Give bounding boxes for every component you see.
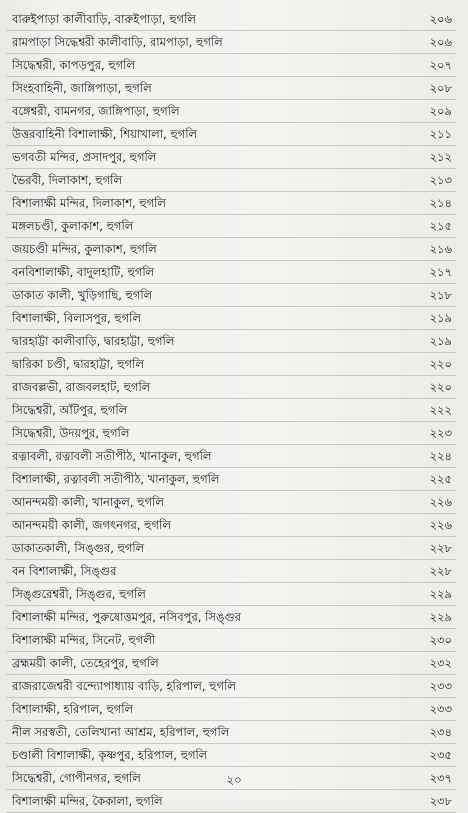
toc-entry — [6, 100, 456, 123]
toc-entry — [6, 721, 456, 744]
toc-entry-title: বারুইপাড়া কালীবাড়ি, বারুইপাড়া, হুগলি — [12, 12, 196, 26]
toc-entry — [6, 652, 456, 675]
toc-entry-page: ২১৫ — [429, 219, 452, 233]
toc-entry — [6, 675, 456, 698]
toc-entry — [6, 215, 456, 238]
toc-entry-page: ২১৯ — [429, 311, 452, 325]
toc-entry-title: দ্বারহাট্টা কালীবাড়ি, দ্বারহাট্টা, হুগলি — [12, 334, 175, 348]
toc-entry-title: সিদ্ধেশ্বরী, উদয়পুর, হুগলি — [12, 426, 130, 440]
toc-entry — [6, 744, 456, 767]
toc-entry-title: বিশালাক্ষী মন্দির, দিলাকাশ, হুগলি — [12, 196, 167, 210]
toc-entry — [6, 307, 456, 330]
toc-entry-page: ২২২ — [429, 403, 452, 417]
toc-entry-title: রত্নাবলী, রত্নাবলী সতীপীঠ, খানাকুল, হুগলি — [12, 449, 212, 463]
toc-entry-page: ২১২ — [429, 150, 452, 164]
toc-entry-page: ২১৩ — [429, 173, 452, 187]
toc-entry-page: ২২৪ — [429, 449, 452, 463]
toc-entry-page: ২০৮ — [429, 81, 452, 95]
toc-entry-page: ২২৯ — [429, 587, 452, 601]
toc-entry-title: রাজবল্লভী, রাজবলহাট, হুগলি — [12, 380, 151, 394]
toc-entry — [6, 123, 456, 146]
toc-entry — [6, 192, 456, 215]
toc-entry-title: সিংহবাহিনী, জাঙ্গিপাড়া, হুগলি — [12, 81, 152, 95]
toc-entry-page: ২২৮ — [429, 541, 452, 555]
toc-entry-page: ২৩০ — [429, 633, 452, 647]
toc-entry-title: ডাকাত কালী, খুড়িগাছি, হুগলি — [12, 288, 153, 302]
toc-entry — [6, 261, 456, 284]
toc-entry — [6, 54, 456, 77]
toc-entry-title: বিশালাক্ষী মন্দির, সিনেট, হুগলী — [12, 633, 156, 647]
toc-entry-page: ২৩৪ — [429, 725, 452, 739]
toc-entry — [6, 422, 456, 445]
toc-entry — [6, 399, 456, 422]
toc-entry-title: আনন্দময়ী কালী, জগৎনগর, হুগলি — [12, 518, 171, 532]
toc-entry-page: ২০৬ — [429, 35, 452, 49]
toc-entry — [6, 238, 456, 261]
toc-entry — [6, 8, 456, 31]
toc-entry-title: নীল সরস্বতী, তেলিখানা আশ্রম, হরিপাল, হুগলি — [12, 725, 230, 739]
toc-entry — [6, 146, 456, 169]
toc-entry — [6, 606, 456, 629]
toc-entry-title: বিশালাক্ষী, হরিপাল, হুগলি — [12, 702, 134, 716]
toc-entry — [6, 790, 456, 813]
toc-entry-title: সিদ্ধেশ্বরী, গোপীনগর, হুগলি — [12, 771, 141, 785]
toc-entry-title: ভগবতী মন্দির, প্রসাদপুর, হুগলি — [12, 150, 157, 164]
toc-entry-title: সিঙ্গুরেশ্বরী, সিঙ্গুর, হুগলি — [12, 587, 146, 601]
toc-entry-title: সিদ্ধেশ্বরী, কাপড়পুর, হুগলি — [12, 58, 136, 72]
toc-entry-page: ২২৮ — [429, 564, 452, 578]
toc-entry-title: বিশালাক্ষী, রত্নাবলী সতীপীঠ, খানাকুল, হুগলি — [12, 472, 220, 486]
page-number: ২০ — [226, 773, 242, 787]
toc-entry-page: ২২৩ — [429, 426, 452, 440]
toc-entry-page: ২৩৩ — [429, 702, 452, 716]
toc-entry-page: ২২৬ — [429, 518, 452, 532]
toc-entry-title: বিশালাক্ষী মন্দির, পুরুষোত্তমপুর, নসিবপুর, সিঙ্গুর — [12, 610, 241, 624]
toc-entry-title: সিদ্ধেশ্বরী, আঁটপুর, হুগলি — [12, 403, 128, 417]
toc-entry-page: ২৩৩ — [429, 679, 452, 693]
toc-entry-title: বিশালাক্ষী, বিলাসপুর, হুগলি — [12, 311, 142, 325]
toc-entry-page: ২০৬ — [429, 12, 452, 26]
toc-entry-page: ২২৫ — [429, 472, 452, 486]
toc-entry — [6, 376, 456, 399]
toc-entry — [6, 353, 456, 376]
toc-entry-page: ২০৯ — [429, 104, 452, 118]
toc-entry — [6, 514, 456, 537]
toc-entry-title: বিশালাক্ষী মন্দির, কৈকালা, হুগলি — [12, 794, 163, 808]
toc-entry — [6, 330, 456, 353]
toc-entry-page: ২১৯ — [429, 334, 452, 348]
table-of-contents — [6, 8, 456, 813]
toc-entry-page: ২২৯ — [429, 610, 452, 624]
toc-entry-title: রাজরাজেশ্বরী বন্দ্যোপাধ্যায় বাড়ি, হরিপাল, হুগলি — [12, 679, 236, 693]
toc-entry — [6, 629, 456, 652]
toc-entry-page: ২৩৭ — [429, 771, 452, 785]
toc-entry-title: জয়চণ্ডী মন্দির, কুলাকাশ, হুগলি — [12, 242, 157, 256]
toc-entry — [6, 284, 456, 307]
toc-entry — [6, 445, 456, 468]
toc-entry — [6, 77, 456, 100]
toc-entry-page: ২১৮ — [429, 288, 452, 302]
toc-entry-page: ২২০ — [429, 357, 452, 371]
toc-entry-page: ২৩৫ — [429, 748, 452, 762]
toc-entry-page: ২১৬ — [429, 242, 452, 256]
toc-entry-title: ভৈরবী, দিলাকাশ, হুগলি — [12, 173, 123, 187]
toc-entry-title: বঙ্গেশ্বরী, বামনগর, জাঙ্গিপাড়া, হুগলি — [12, 104, 180, 118]
toc-entry-title: বন বিশালাক্ষী, সিঙ্গুর — [12, 564, 117, 578]
toc-entry — [6, 560, 456, 583]
toc-entry-page: ২১৪ — [429, 196, 452, 210]
toc-entry-title: ব্রহ্মময়ী কালী, তেহেরপুর, হুগলি — [12, 656, 159, 670]
toc-entry-page: ২২০ — [429, 380, 452, 394]
toc-entry — [6, 468, 456, 491]
toc-entry — [6, 583, 456, 606]
toc-entry-title: বনবিশালাক্ষী, বাদুলহাটি, হুগলি — [12, 265, 155, 279]
toc-entry-title: রামপাড়া সিদ্ধেশ্বরী কালীবাড়ি, রামপাড়া, হুগলি — [12, 35, 223, 49]
toc-entry-page: ২৩২ — [429, 656, 452, 670]
toc-entry-title: দ্বারিকা চণ্ডী, দ্বারহাট্টা, হুগলি — [12, 357, 144, 371]
toc-entry-title: উত্তরবাহিনী বিশালাক্ষী, শিয়াখালা, হুগলি — [12, 127, 198, 141]
toc-entry — [6, 491, 456, 514]
toc-entry-page: ২৩৮ — [429, 794, 452, 808]
toc-entry — [6, 169, 456, 192]
toc-entry-page: ২০৭ — [429, 58, 452, 72]
toc-entry-page: ২১৭ — [429, 265, 452, 279]
toc-entry-title: আনন্দময়ী কালী, খানাকুল, হুগলি — [12, 495, 164, 509]
toc-entry — [6, 698, 456, 721]
toc-entry-title: মঙ্গলচণ্ডী, কুলাকাশ, হুগলি — [12, 219, 134, 233]
toc-entry-page: ২১১ — [429, 127, 452, 141]
toc-entry-page: ২২৬ — [429, 495, 452, 509]
toc-entry-title: ডাকাতকালী, সিঙ্গুর, হুগলি — [12, 541, 145, 555]
toc-entry-title: চণ্ডালী বিশালাক্ষী, কৃষ্ণপুর, হরিপাল, হুগলি — [12, 748, 208, 762]
toc-entry — [6, 537, 456, 560]
toc-entry — [6, 31, 456, 54]
